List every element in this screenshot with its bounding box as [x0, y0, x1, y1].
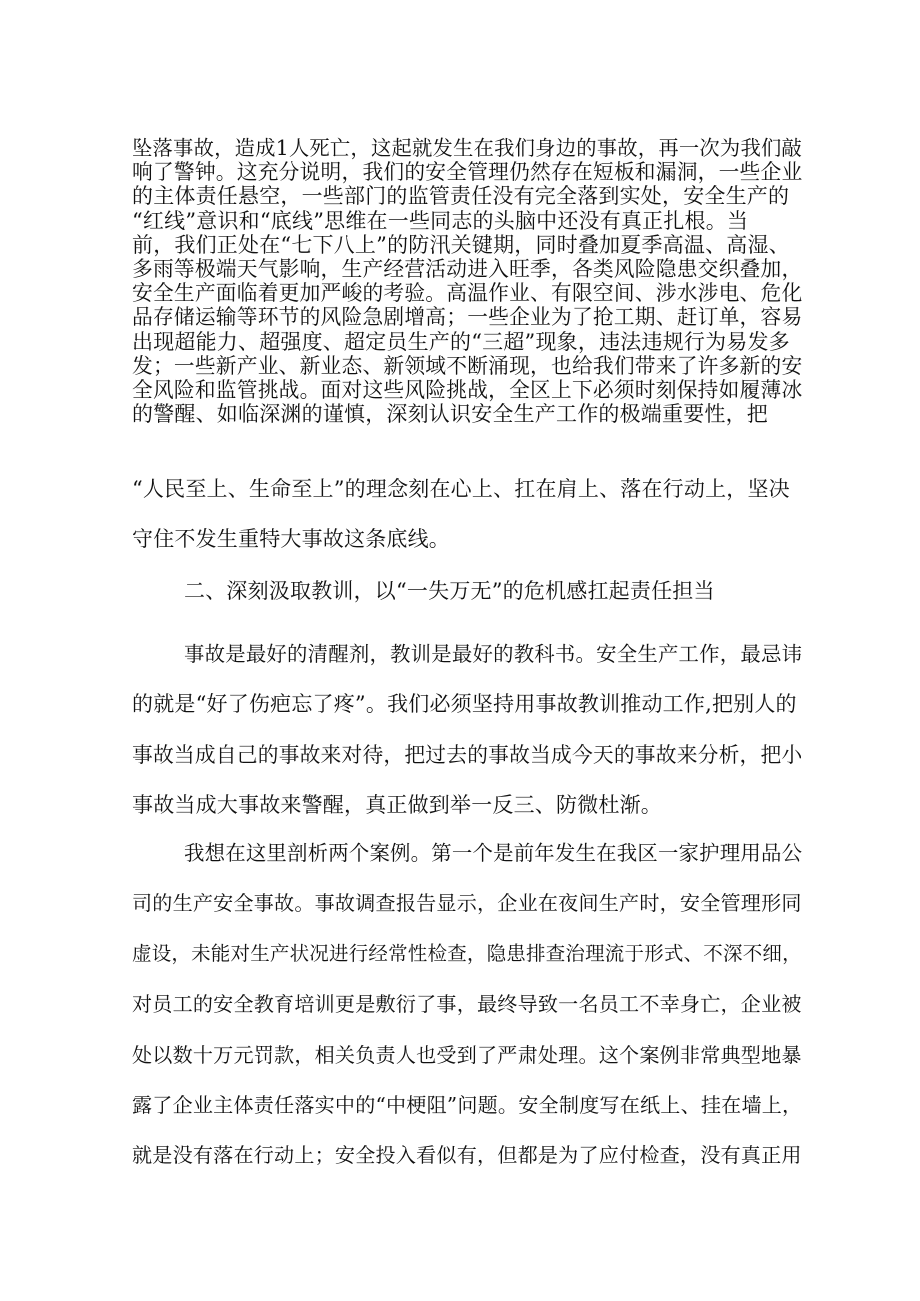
section-heading — [132, 566, 802, 616]
text-line: 事故是最好的清醒剂，教训是最好的教科书。安全生产工作，最忌讳 — [184, 642, 803, 666]
text-line: 的主体责任悬空，一些部门的监管责任没有完全落到实处，安全生产的 — [132, 184, 790, 209]
text-line: “人民至上、生命至上”的理念刻在心上、扛在肩上、落在行动上，坚决 — [132, 477, 790, 501]
paragraph-1-tail — [132, 464, 802, 565]
text-line: 处以数十万元罚款，相关负责人也受到了严肃处理。这个案例非常典型地暴 — [132, 1042, 802, 1067]
text-line: 对员工的安全教育培训更是敷衍了事，最终导致一名员工不幸身亡，企业被 — [132, 992, 802, 1017]
text-line: 事故当成大事故来警醒，真正做到举一反三、防微杜渐。 — [132, 793, 662, 818]
heading-text: 二、深刻汲取教训，以“一失万无”的危机感扛起责任担当 — [184, 579, 715, 603]
text-line: “红线”意识和“底线”思维在一些同志的头脑中还没有真正扎根。当 — [132, 208, 749, 233]
text-line: 坠落事故，造成1人死亡，这起就发生在我们身边的事故，再一次为我们敲 — [132, 136, 803, 160]
text-line: 前，我们正处在“七下八上”的防汛关键期，同时叠加夏季高温、高湿、 — [132, 232, 790, 257]
text-line: 司的生产安全事故。事故调查报告显示，企业在夜间生产时，安全管理形同 — [132, 891, 802, 916]
text-line: 的就是“好了伤疤忘了疼”。我们必须坚持用事故教训推动工作,把别人的 — [132, 692, 797, 717]
paragraph-3 — [132, 828, 802, 1181]
text-line: 出现超能力、超强度、超定员生产的“三超”现象，违法违规行为易发多 — [132, 329, 790, 354]
text-line: 发；一些新产业、新业态、新领域不断涌现，也给我们带来了许多新的安 — [132, 353, 803, 378]
text-line: 虚设，未能对生产状况进行经常性检查，隐患排查治理流于形式、不深不细， — [132, 941, 802, 965]
text-line: 响了警钟。这充分说明，我们的安全管理仍然存在短板和漏洞，一些企业 — [132, 160, 803, 185]
text-line: 的警醒、如临深渊的谨慎，深刻认识安全生产工作的极端重要性，把 — [132, 402, 768, 427]
text-line: 安全生产面临着更加严峻的考验。高温作业、有限空间、涉水涉电、危化 — [132, 281, 803, 306]
text-line: 露了企业主体责任落实中的“中梗阻”问题。安全制度写在纸上、挂在墙上， — [132, 1092, 803, 1117]
paragraph-2 — [132, 629, 802, 831]
text-line: 事故当成自己的事故来对待，把过去的事故当成今天的事故来分析，把小 — [132, 742, 803, 767]
text-line: 品存储运输等环节的风险急剧增高；一些企业为了抢工期、赶订单，容易 — [132, 305, 803, 330]
text-line: 我想在这里剖析两个案例。第一个是前年发生在我区一家护理用品公 — [184, 841, 803, 865]
text-line: 守住不发生重特大事故这条底线。 — [132, 527, 450, 552]
paragraph-1 — [132, 136, 802, 426]
text-line: 多雨等极端天气影响，生产经营活动进入旺季，各类风险隐患交织叠加， — [132, 256, 803, 281]
text-line: 全风险和监管挑战。面对这些风险挑战，全区上下必须时刻保持如履薄冰 — [132, 377, 803, 402]
text-line: 就是没有落在行动上；安全投入看似有，但都是为了应付检查，没有真正用 — [132, 1143, 802, 1168]
